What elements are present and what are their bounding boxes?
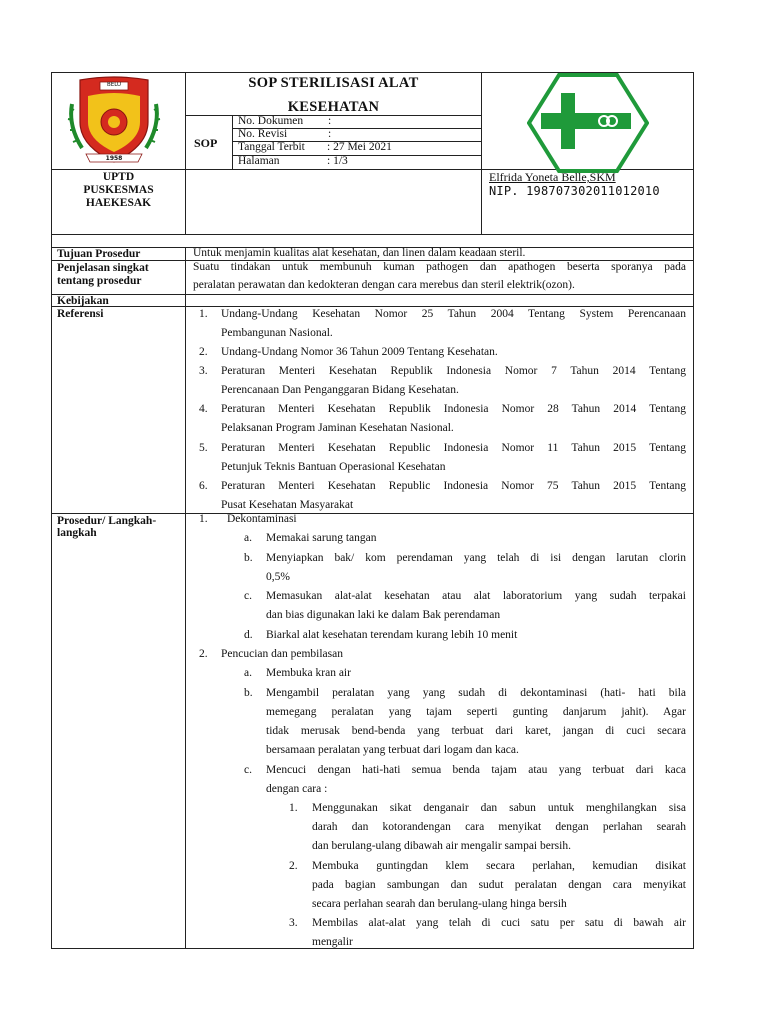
penjelasan-label-1: Penjelasan singkat <box>57 262 149 274</box>
org-name-block <box>52 171 185 210</box>
ref-3-num: 3. <box>199 365 208 377</box>
step-1a-num: a. <box>244 532 252 544</box>
step-2b-line2: memegang peralatan yang tajam seperti gunting danjarum jahit). Agar <box>266 706 686 718</box>
tujuan-text: Untuk menjamin kualitas alat kesehatan, dan linen dalam keadaan steril. <box>193 247 526 259</box>
revision-value: : <box>328 128 332 140</box>
substep-1-line2: darah dan kotorandengan cara menyikat dengan perlahan searah <box>312 821 686 833</box>
ref-1-num: 1. <box>199 308 208 320</box>
issue-date-value: : 27 Mei 2021 <box>327 141 392 153</box>
ref-4-line2: Pelaksanan Program Jaminan Kesehatan Nasional. <box>221 422 454 434</box>
page-value: : 1/3 <box>327 155 348 167</box>
ref-5-line1: Peraturan Menteri Kesehatan Republic Indonesia Nomor 11 Tahun 2015 Tentang <box>221 442 686 454</box>
step-1b-line2: 0,5% <box>266 571 290 583</box>
puskesmas-logo <box>527 73 649 173</box>
sop-title-line2: KESEHATAN <box>287 99 380 115</box>
substep-3-line1: Membilas alat-alat yang telah di cuci satu per satu di bawah air <box>312 917 686 929</box>
step-2b-num: b. <box>244 687 253 699</box>
substep-3-line2: mengalir <box>312 936 353 948</box>
substep-2-line3: secara perlahan searah dan berulang-ulang hinga bersih <box>312 898 567 910</box>
sop-label: SOP <box>194 136 218 150</box>
emblem-top-text: BELU <box>106 82 122 88</box>
step-2b-line1: Mengambil peralatan yang yang sudah di dekontaminasi (hati- hati bila <box>266 687 686 699</box>
doc-number-label: No. Dokumen <box>238 115 304 127</box>
step-1-num: 1. <box>199 513 208 525</box>
emblem-year-text: 1958 <box>105 155 123 162</box>
step-1c-line2: dan bias digunakan laki ke dalam Bak perendaman <box>266 609 501 621</box>
org-line-uptd: UPTD <box>102 171 135 183</box>
step-2-num: 2. <box>199 648 208 660</box>
step-1d-num: d. <box>244 629 253 641</box>
step-2c-line2: dengan cara : <box>266 783 328 795</box>
step-1d-text: Biarkal alat kesehatan terendam kurang lebih 10 menit <box>266 629 518 641</box>
step-2a-num: a. <box>244 667 252 679</box>
substep-2-num: 2. <box>289 860 298 872</box>
step-1b-num: b. <box>244 552 253 564</box>
ref-3-line2: Perencanaan Dan Penganggaran Bidang Kesehatan. <box>221 384 459 396</box>
step-2a-text: Membuka kran air <box>266 667 351 679</box>
revision-label: No. Revisi <box>238 128 288 140</box>
signer-name: Elfrida Yoneta Belle,SKM <box>489 170 616 184</box>
step-1c-num: c. <box>244 590 252 602</box>
kebijakan-label: Kebijakan <box>57 295 109 307</box>
step-1a-text: Memakai sarung tangan <box>266 532 377 544</box>
ref-1-line1: Undang-Undang Kesehatan Nomor 25 Tahun 2004 Tentang System Perencanaan <box>221 308 686 320</box>
referensi-label: Referensi <box>57 308 104 320</box>
substep-3-num: 3. <box>289 917 298 929</box>
substep-1-line3: dan berulang-ulang dibawah air mengalir sampai bersih. <box>312 840 571 852</box>
substep-2-line1: Membuka guntingdan klem secara perlahan, kemudian disikat <box>312 860 686 872</box>
ref-3-line1: Peraturan Menteri Kesehatan Republik Indonesia Nomor 7 Tahun 2014 Tentang <box>221 365 686 377</box>
ref-2-num: 2. <box>199 346 208 358</box>
belu-emblem-logo <box>64 74 164 166</box>
substep-2-line2: pada bagian sambungan dan sudut peralatan dengan cara menyikat <box>312 879 686 891</box>
sop-title-line1: SOP STERILISASI ALAT <box>248 75 419 91</box>
ref-5-line2: Petunjuk Teknis Bantuan Operasional Kesehatan <box>221 461 446 473</box>
ref-6-num: 6. <box>199 480 208 492</box>
step-1-title: Dekontaminasi <box>227 513 297 525</box>
substep-1-num: 1. <box>289 802 298 814</box>
penjelasan-text-2: peralatan perawatan dan kedokteran dengan cara merebus dan steril elektrik(ozon). <box>193 279 575 291</box>
ref-4-line1: Peraturan Menteri Kesehatan Republik Indonesia Nomor 28 Tahun 2014 Tentang <box>221 403 686 415</box>
penjelasan-label-2: tentang prosedur <box>57 275 142 287</box>
prosedur-label-1: Prosedur/ Langkah- <box>57 515 157 527</box>
issue-date-label: Tanggal Terbit <box>238 141 305 153</box>
org-line-puskesmas: PUSKESMAS <box>83 184 154 196</box>
ref-1-line2: Pembangunan Nasional. <box>221 327 333 339</box>
signer-nip: NIP. 198707302011012010 <box>489 184 660 198</box>
step-1b-line1: Menyiapkan bak/ kom perendaman yang telah di isi dengan larutan clorin <box>266 552 686 564</box>
doc-number-value: : <box>328 115 332 127</box>
step-2b-line4: bersamaan peralatan yang terbuat dari logam dan kaca. <box>266 744 519 756</box>
step-2c-line1: Mencuci dengan hati-hati semua benda tajam atau yang terbuat dari kaca <box>266 764 686 776</box>
ref-2-line1: Undang-Undang Nomor 36 Tahun 2009 Tentang Kesehatan. <box>221 346 498 358</box>
step-2c-num: c. <box>244 764 252 776</box>
page-label: Halaman <box>238 155 280 167</box>
substep-1-line1: Menggunakan sikat denganair dan sabun untuk menghilangkan sisa <box>312 802 686 814</box>
step-2b-line3: tidak merusak bend-benda yang terbuat dari karet, jangan di cuci secara <box>266 725 686 737</box>
ref-6-line1: Peraturan Menteri Kesehatan Republic Indonesia Nomor 75 Tahun 2015 Tentang <box>221 480 686 492</box>
prosedur-label-2: langkah <box>57 527 97 539</box>
org-line-haekesak: HAEKESAK <box>85 197 152 209</box>
tujuan-label: Tujuan Prosedur <box>57 248 141 260</box>
ref-4-num: 4. <box>199 403 208 415</box>
step-2-title: Pencucian dan pembilasan <box>221 648 343 660</box>
penjelasan-text-1: Suatu tindakan untuk membunuh kuman pathogen dan apathogen beserta sporanya pada <box>193 261 686 273</box>
ref-5-num: 5. <box>199 442 208 454</box>
step-1c-line1: Memasukan alat-alat kesehatan atau alat laboratorium yang sudah terpakai <box>266 590 686 602</box>
ref-6-line2: Pusat Kesehatan Masyarakat <box>221 499 354 511</box>
